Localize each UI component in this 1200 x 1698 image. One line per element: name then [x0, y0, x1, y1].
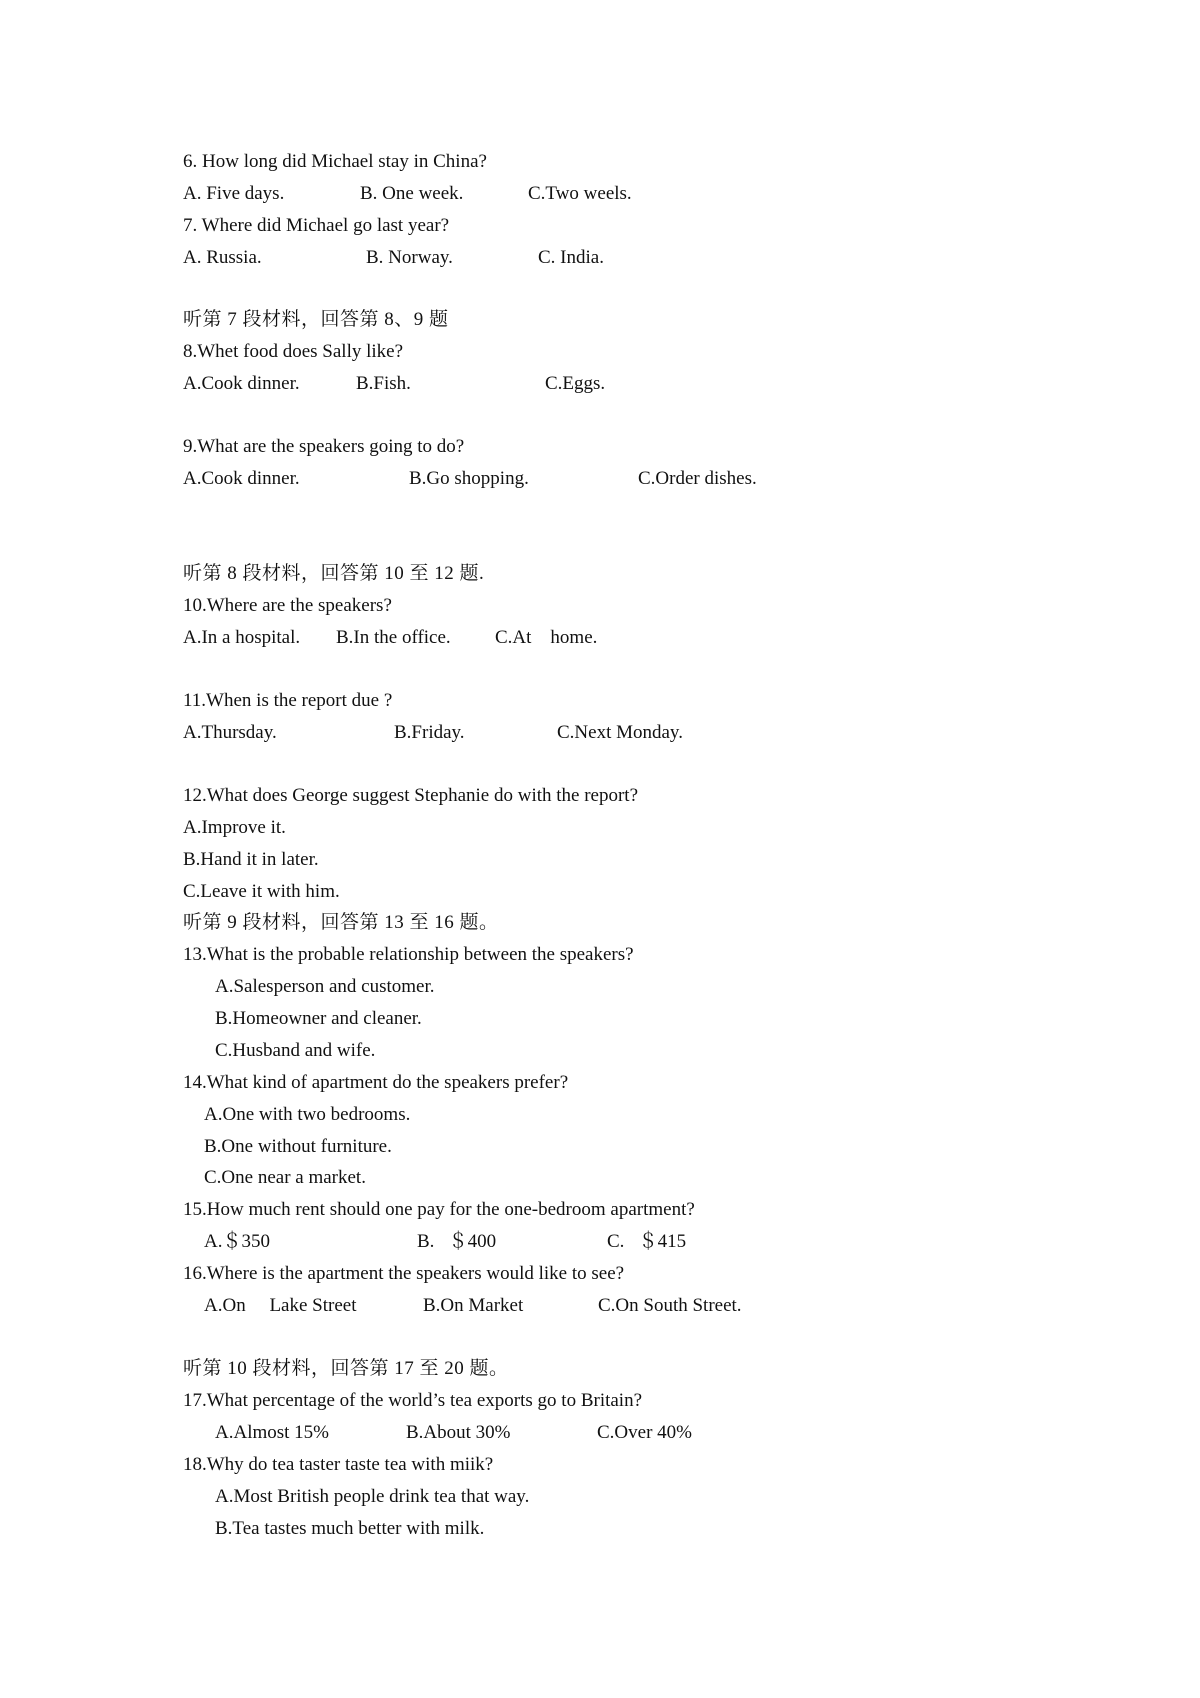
- question-7: 7. Where did Michael go last year?: [183, 215, 450, 236]
- q15-option-c: C. ＄415: [607, 1231, 687, 1252]
- q12-option-b: B.Hand it in later.: [183, 849, 319, 870]
- question-9: 9.What are the speakers going to do?: [183, 436, 465, 457]
- q8-option-c: C.Eggs.: [545, 373, 606, 394]
- q10-option-a: A.In a hospital.: [183, 627, 301, 648]
- q7-option-a: A. Russia.: [183, 247, 262, 268]
- question-14: 14.What kind of apartment do the speakers prefer?: [183, 1072, 569, 1093]
- question-18: 18.Why do tea taster taste tea with miik?: [183, 1454, 494, 1475]
- q18-option-b: B.Tea tastes much better with milk.: [215, 1518, 485, 1539]
- q15-option-b: B. ＄400: [417, 1231, 497, 1252]
- q17-option-b: B.About 30%: [406, 1422, 511, 1443]
- section-9-heading: 听第 9 段材料，回答第 13 至 16 题。: [183, 912, 499, 933]
- q16-option-c: C.On South Street.: [598, 1295, 742, 1316]
- q6-option-a: A. Five days.: [183, 183, 285, 204]
- question-11: 11.When is the report due ?: [183, 690, 393, 711]
- section-8-heading: 听第 8 段材料，回答第 10 至 12 题.: [183, 563, 485, 584]
- section-10-heading: 听第 10 段材料，回答第 17 至 20 题。: [183, 1358, 509, 1379]
- question-15: 15.How much rent should one pay for the one-bedroom apartment?: [183, 1199, 695, 1220]
- q16-option-a: A.On Lake Street: [204, 1295, 357, 1316]
- q9-option-b: B.Go shopping.: [409, 468, 529, 489]
- q12-option-c: C.Leave it with him.: [183, 881, 340, 902]
- question-6: 6. How long did Michael stay in China?: [183, 151, 487, 172]
- q11-option-c: C.Next Monday.: [557, 722, 683, 743]
- q8-option-a: A.Cook dinner.: [183, 373, 300, 394]
- question-10: 10.Where are the speakers?: [183, 595, 392, 616]
- q14-option-a: A.One with two bedrooms.: [204, 1104, 411, 1125]
- q16-option-b: B.On Market: [423, 1295, 524, 1316]
- q14-option-c: C.One near a market.: [204, 1167, 366, 1188]
- question-13: 13.What is the probable relationship between the speakers?: [183, 944, 634, 965]
- q7-option-b: B. Norway.: [366, 247, 453, 268]
- q9-option-c: C.Order dishes.: [638, 468, 757, 489]
- q13-option-a: A.Salesperson and customer.: [215, 976, 435, 997]
- q18-option-a: A.Most British people drink tea that way.: [215, 1486, 530, 1507]
- q17-option-c: C.Over 40%: [597, 1422, 692, 1443]
- q10-option-b: B.In the office.: [336, 627, 451, 648]
- question-12: 12.What does George suggest Stephanie do with the report?: [183, 785, 639, 806]
- q11-option-b: B.Friday.: [394, 722, 465, 743]
- q11-option-a: A.Thursday.: [183, 722, 277, 743]
- section-7-heading: 听第 7 段材料，回答第 8、9 题: [183, 309, 449, 330]
- q9-option-a: A.Cook dinner.: [183, 468, 300, 489]
- question-16: 16.Where is the apartment the speakers would like to see?: [183, 1263, 625, 1284]
- question-17: 17.What percentage of the world’s tea exports go to Britain?: [183, 1390, 643, 1411]
- q17-option-a: A.Almost 15%: [215, 1422, 329, 1443]
- q8-option-b: B.Fish.: [356, 373, 411, 394]
- q7-option-c: C. India.: [538, 247, 604, 268]
- q10-option-c: C.At home.: [495, 627, 598, 648]
- question-8: 8.Whet food does Sally like?: [183, 341, 404, 362]
- q6-option-c: C.Two weels.: [528, 183, 632, 204]
- q6-option-b: B. One week.: [360, 183, 464, 204]
- q14-option-b: B.One without furniture.: [204, 1136, 392, 1157]
- q12-option-a: A.Improve it.: [183, 817, 286, 838]
- q13-option-b: B.Homeowner and cleaner.: [215, 1008, 422, 1029]
- q15-option-a: A.＄350: [204, 1231, 270, 1252]
- q13-option-c: C.Husband and wife.: [215, 1040, 376, 1061]
